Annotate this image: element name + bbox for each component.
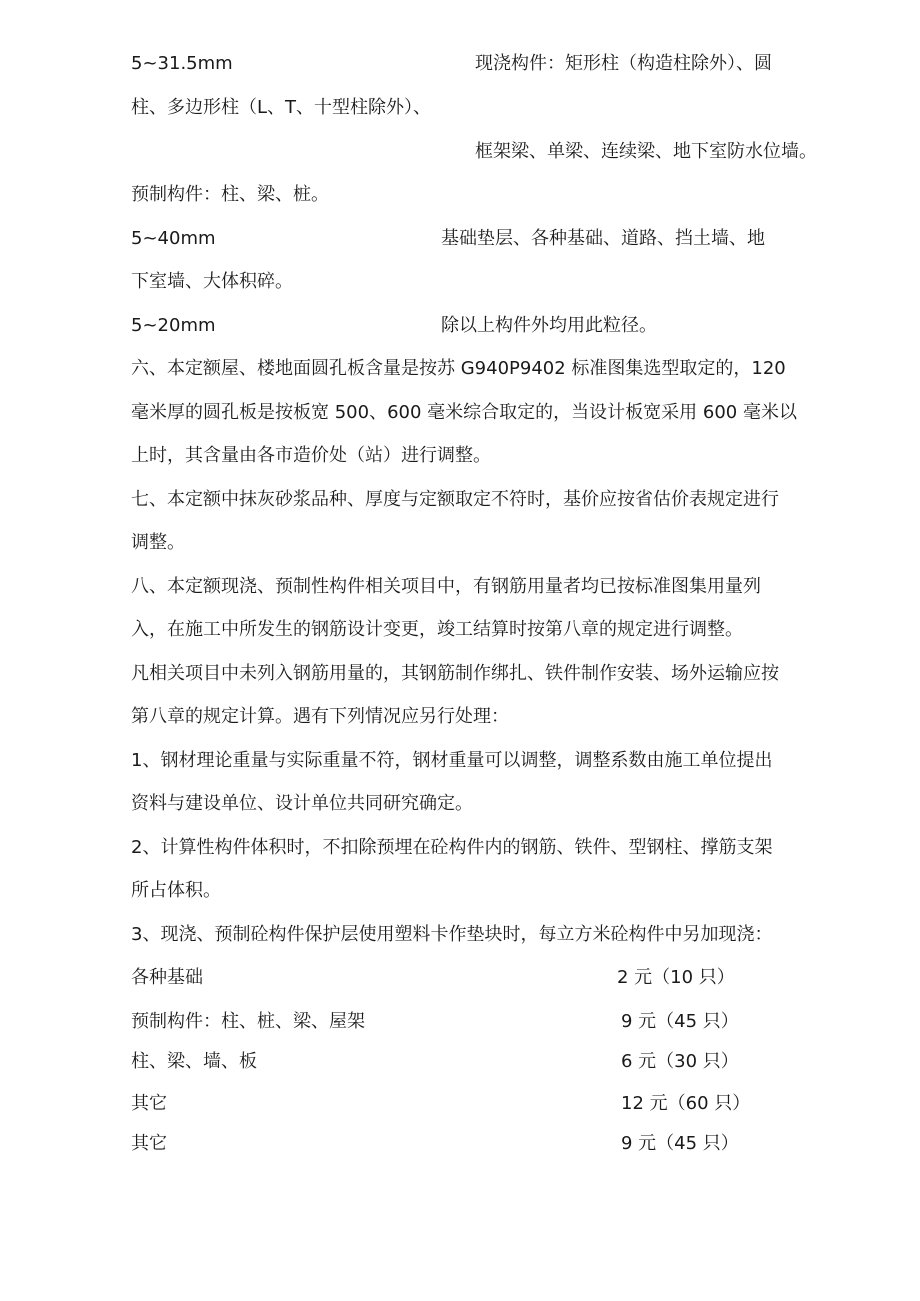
- cost-row-label: 其它: [131, 1093, 167, 1114]
- item-3-line: 3、现浇、预制砼构件保护层使用塑料卡作垫块时，每立方米砼构件中另加现浇：: [131, 924, 773, 945]
- item-2-line: 所占体积。: [131, 880, 221, 901]
- paragraph-seven-line: 七、本定额中抹灰砂浆品种、厚度与定额取定不符时，基价应按省估价表规定进行: [131, 489, 779, 510]
- text-line: 柱、多边形柱（L、T、十型柱除外）、: [131, 97, 432, 118]
- cost-row-value: 2 元（10 只）: [617, 967, 735, 988]
- item-2-line: 2、计算性构件体积时，不扣除预埋在砼构件内的钢筋、铁件、型钢柱、撑筋支架: [131, 837, 773, 858]
- cost-row-value: 9 元（45 只）: [621, 1011, 739, 1032]
- item-1-line: 1、钢材理论重量与实际重量不符，钢材重量可以调整，调整系数由施工单位提出: [131, 750, 773, 771]
- cost-row-value: 12 元（60 只）: [621, 1093, 751, 1114]
- cost-row-value: 9 元（45 只）: [621, 1133, 739, 1154]
- paragraph-eight-line: 入，在施工中所发生的钢筋设计变更，竣工结算时按第八章的规定进行调整。: [131, 619, 743, 640]
- cost-row-value: 6 元（30 只）: [621, 1051, 739, 1072]
- paragraph-six-line: 毫米厚的圆孔板是按板宽 500、600 毫米综合取定的，当设计板宽采用 600 毫米以: [131, 402, 797, 423]
- size-label-20: 5~20mm: [131, 315, 216, 336]
- paragraph-eight-line: 第八章的规定计算。遇有下列情况应另行处理：: [131, 706, 509, 727]
- paragraph-seven-line: 调整。: [131, 532, 185, 553]
- cost-row-label: 各种基础: [131, 967, 203, 988]
- cost-row-label: 其它: [131, 1133, 167, 1154]
- other-desc: 除以上构件外均用此粒径。: [441, 315, 657, 336]
- text-line: 框架梁、单梁、连续梁、地下室防水位墙。: [475, 141, 817, 162]
- paragraph-eight-line: 八、本定额现浇、预制性构件相关项目中，有钢筋用量者均已按标准图集用量列: [131, 576, 761, 597]
- paragraph-eight-line: 凡相关项目中未列入钢筋用量的，其钢筋制作绑扎、铁件制作安装、场外运输应按: [131, 663, 779, 684]
- item-1-line: 资料与建设单位、设计单位共同研究确定。: [131, 793, 473, 814]
- cost-row-label: 预制构件：柱、桩、梁、屋架: [131, 1011, 365, 1032]
- paragraph-six-line: 六、本定额屋、楼地面圆孔板含量是按苏 G940P9402 标准图集选型取定的，120: [131, 358, 786, 379]
- size-label-31-5: 5~31.5mm: [131, 53, 233, 74]
- text-line: 预制构件：柱、梁、桩。: [131, 184, 329, 205]
- foundation-desc: 基础垫层、各种基础、道路、挡土墙、地: [441, 228, 765, 249]
- cast-in-place-desc: 现浇构件：矩形柱（构造柱除外）、圆: [475, 53, 772, 74]
- text-line: 下室墙、大体积碎。: [131, 271, 293, 292]
- paragraph-six-line: 上时，其含量由各市造价处（站）进行调整。: [131, 445, 491, 466]
- size-label-40: 5~40mm: [131, 228, 216, 249]
- cost-row-label: 柱、梁、墙、板: [131, 1051, 257, 1072]
